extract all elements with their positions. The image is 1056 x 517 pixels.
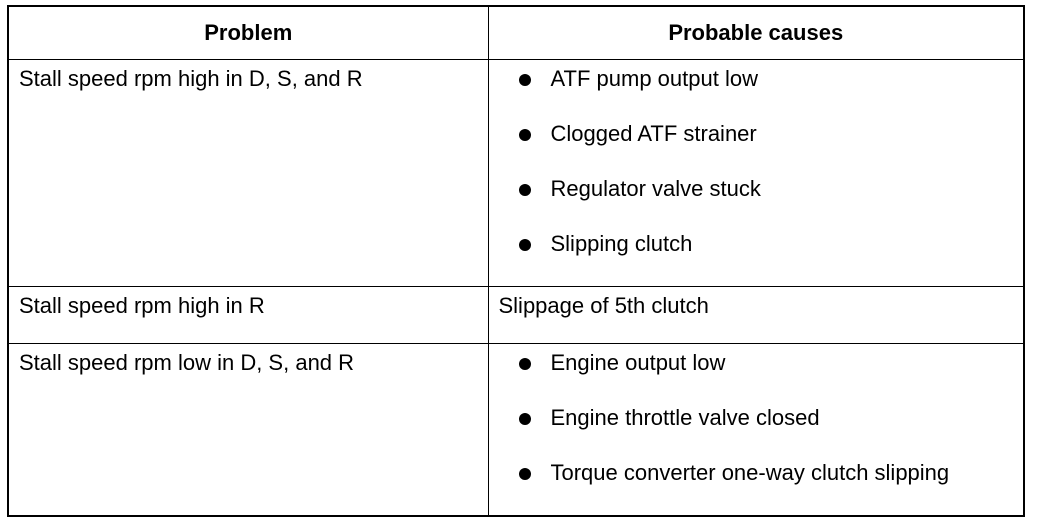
causes-cell: [488, 344, 1024, 517]
bullet-icon: [519, 184, 531, 196]
list-item: [519, 231, 1024, 286]
stall-speed-table: [7, 5, 1025, 517]
list-item: [519, 66, 1024, 121]
header-problem: Problem: [8, 6, 488, 60]
header-probable-causes: Probable causes: [488, 6, 1024, 60]
list-item: [519, 350, 1024, 405]
cause-text: ATF pump output low: [550, 66, 758, 91]
cause-text: Slipping clutch: [550, 231, 693, 256]
problem-cell: Stall speed rpm low in D, S, and R: [8, 344, 488, 517]
cause-text: Clogged ATF strainer: [550, 121, 757, 146]
problem-cell: Stall speed rpm high in R: [8, 287, 488, 344]
list-item: [519, 176, 1024, 231]
bullet-icon: [519, 74, 531, 86]
table-row: [8, 60, 1024, 287]
bullet-icon: [519, 239, 531, 251]
cause-text: Torque converter one-way clutch slipping: [550, 460, 950, 485]
bullet-icon: [519, 413, 531, 425]
list-item: [519, 405, 1024, 460]
problem-cell: Stall speed rpm high in D, S, and R: [8, 60, 488, 287]
table-row: [8, 287, 1024, 344]
bullet-icon: [519, 129, 531, 141]
cause-text: Engine output low: [550, 350, 726, 375]
table-row: [8, 344, 1024, 517]
bullet-icon: [519, 468, 531, 480]
cause-list: [489, 344, 1024, 515]
list-item: [519, 121, 1024, 176]
bullet-icon: [519, 358, 531, 370]
cause-text: Engine throttle valve closed: [550, 405, 820, 430]
causes-cell: Slippage of 5th clutch: [488, 287, 1024, 344]
causes-cell: [488, 60, 1024, 287]
cause-list: [489, 60, 1024, 286]
table-header-row: [8, 6, 1024, 60]
cause-text: Regulator valve stuck: [550, 176, 761, 201]
list-item: [519, 460, 1024, 515]
